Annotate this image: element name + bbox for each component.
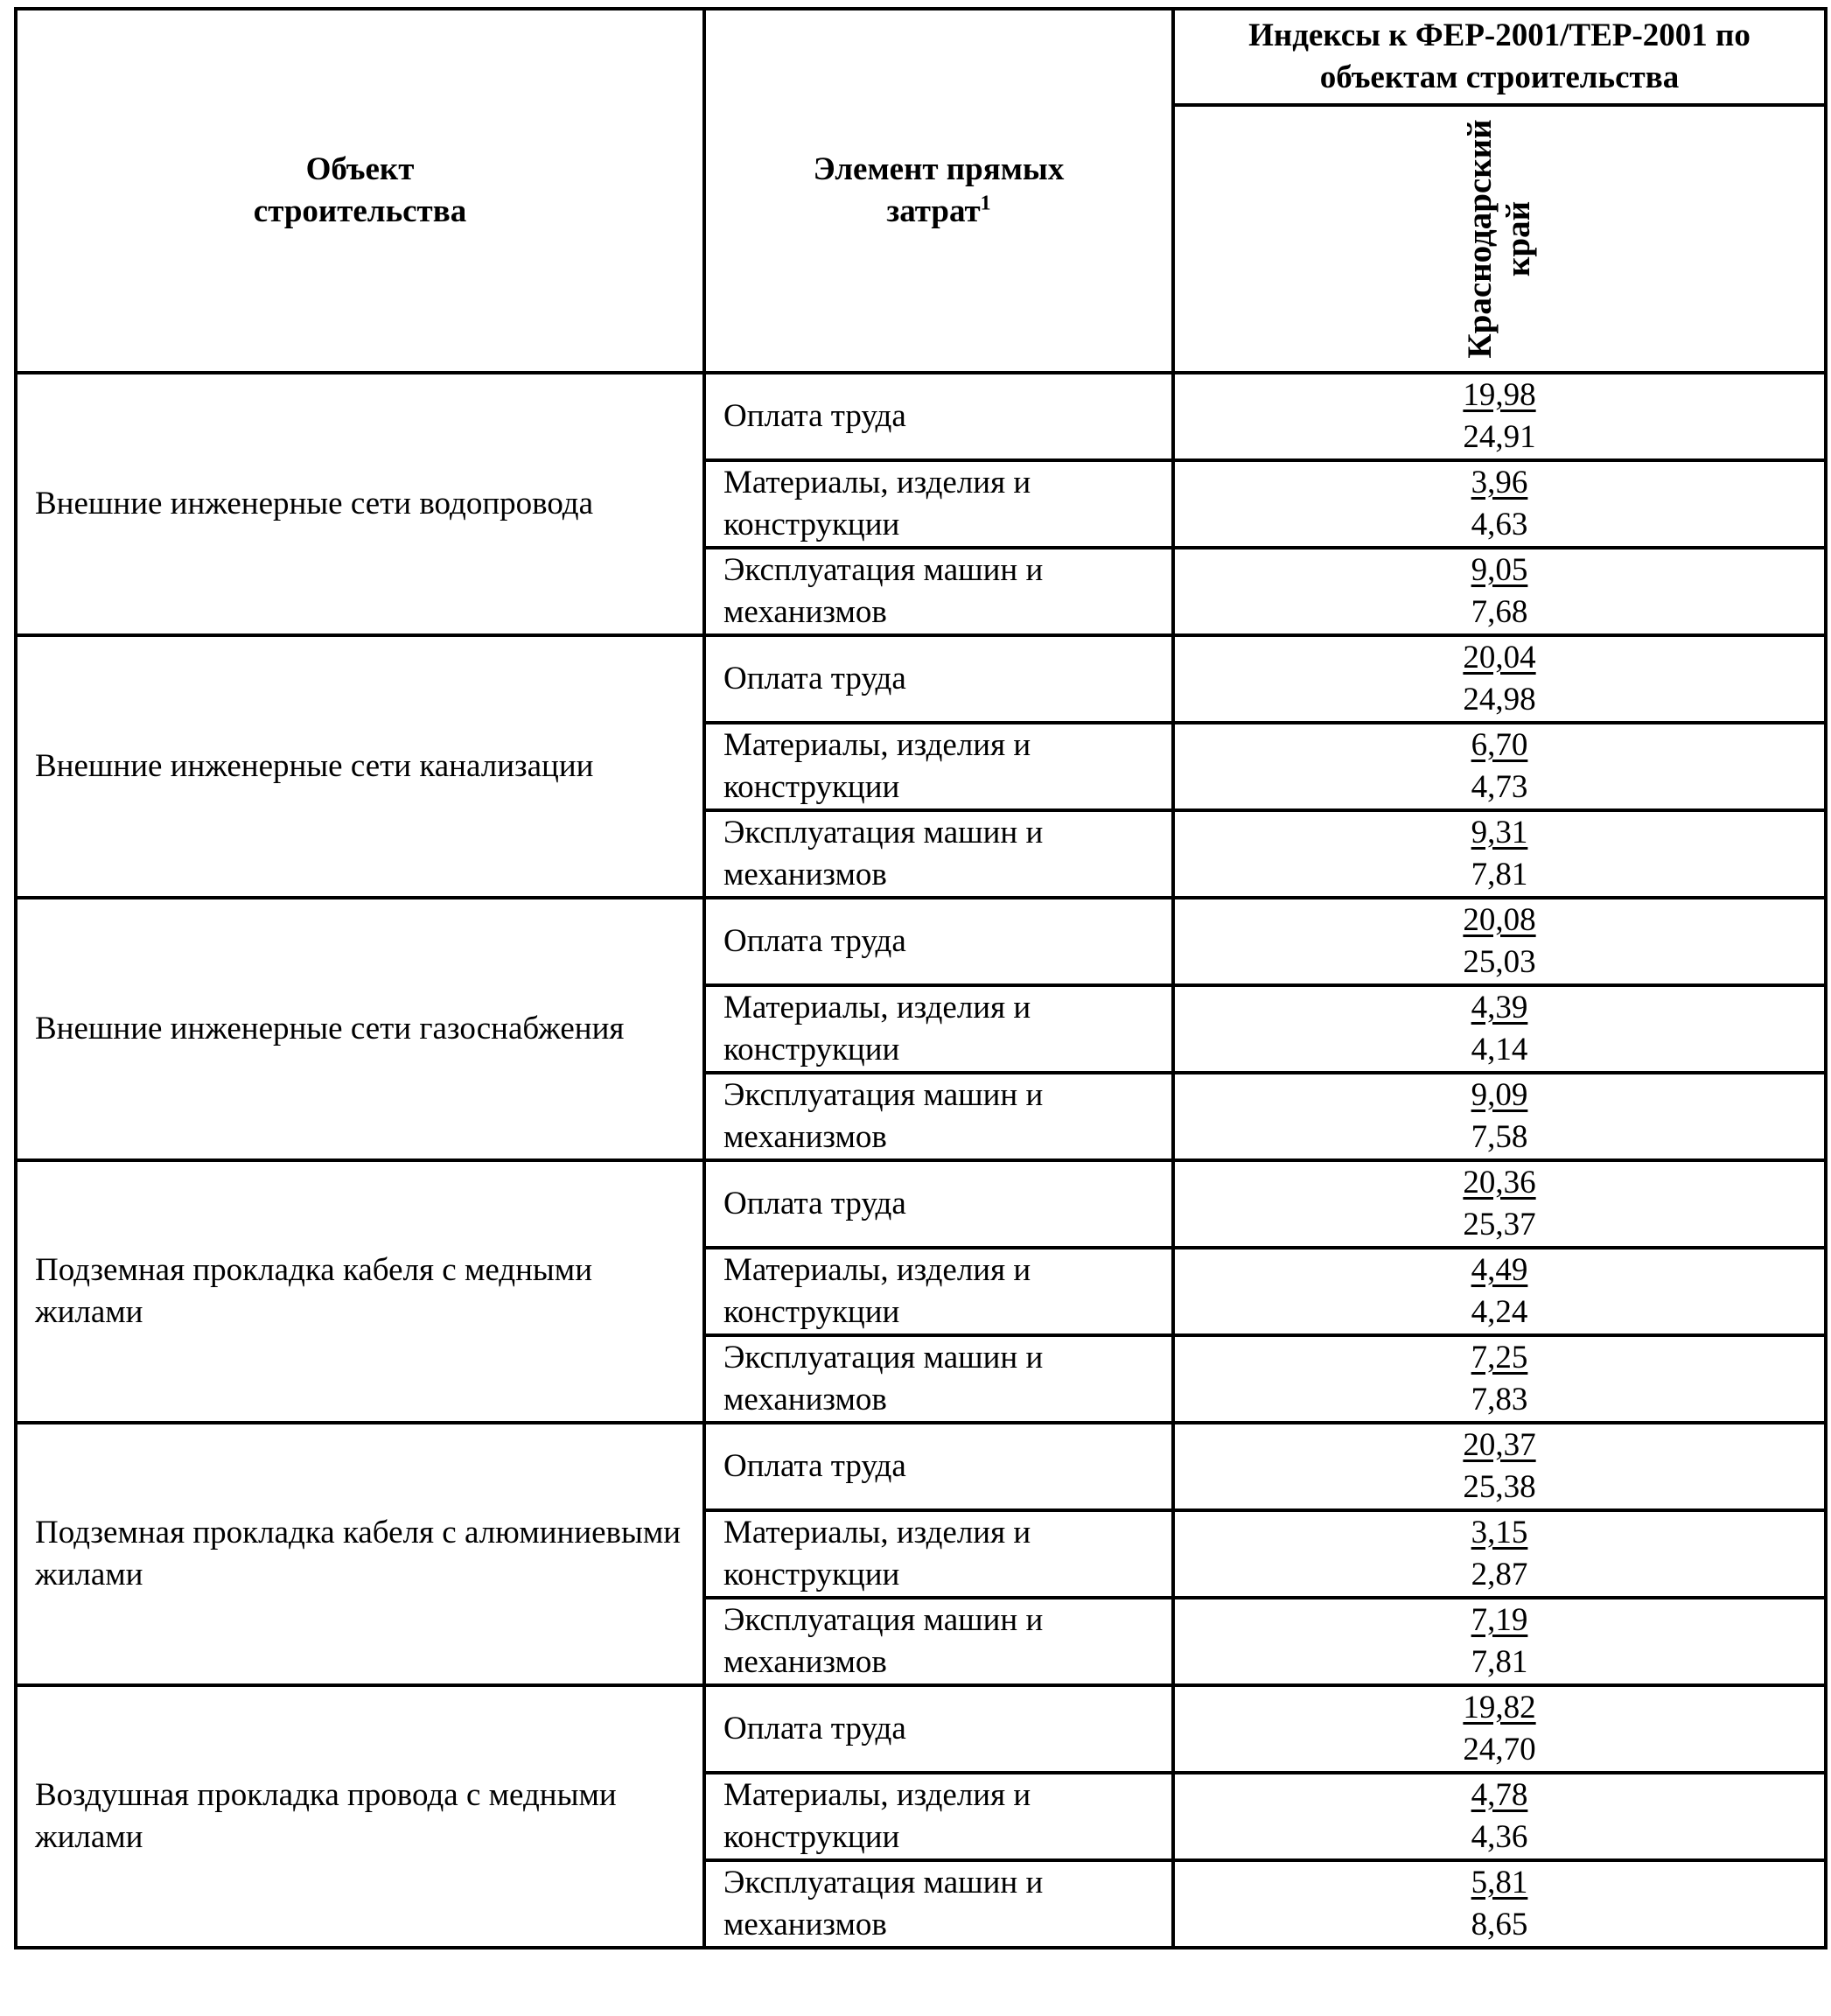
- index-value-cell: [1173, 723, 1826, 810]
- index-value-fer: 20,36: [1463, 1165, 1536, 1200]
- element-cell: [704, 1773, 1173, 1860]
- index-value-ter: 7,81: [1471, 857, 1528, 892]
- table-row: [16, 635, 1826, 723]
- index-value-cell: [1173, 1335, 1826, 1423]
- index-value-ter: 7,83: [1471, 1382, 1528, 1418]
- index-value-fer: 5,81: [1471, 1865, 1528, 1900]
- index-value-cell: [1173, 1423, 1826, 1510]
- index-value-cell: [1173, 898, 1826, 985]
- element-label: Материалы, изделия и конструкции: [723, 465, 1031, 542]
- index-table: [14, 7, 1828, 1950]
- element-cell: [704, 1335, 1173, 1423]
- index-value-fer: 9,09: [1471, 1077, 1528, 1113]
- element-label: Эксплуатация машин и механизмов: [723, 1602, 1044, 1680]
- element-cell: [704, 1248, 1173, 1335]
- index-value-ter: 4,24: [1471, 1294, 1528, 1330]
- object-name-cell: [16, 635, 704, 898]
- object-name-cell: [16, 1160, 704, 1423]
- element-cell: [704, 1073, 1173, 1160]
- table-row: [16, 1423, 1826, 1510]
- table-row: [16, 1160, 1826, 1248]
- index-value-ter: 7,58: [1471, 1119, 1528, 1155]
- index-value-ter: 4,36: [1471, 1819, 1528, 1855]
- object-name: Подземная прокладка кабеля с медными жилами: [35, 1252, 593, 1330]
- element-label: Оплата труда: [723, 1186, 906, 1222]
- element-cell: [704, 1685, 1173, 1773]
- index-value-ter: 24,98: [1463, 682, 1536, 718]
- element-label: Эксплуатация машин и механизмов: [723, 1865, 1044, 1942]
- index-value-fer: 4,78: [1471, 1777, 1528, 1813]
- table-row: [16, 1685, 1826, 1773]
- index-value-fer: 19,82: [1463, 1690, 1536, 1726]
- index-value-ter: 7,68: [1471, 594, 1528, 630]
- element-label: Оплата труда: [723, 1711, 906, 1746]
- element-cell: [704, 548, 1173, 635]
- footnote-marker: 1: [980, 192, 991, 215]
- index-value-cell: [1173, 373, 1826, 460]
- element-cell: [704, 985, 1173, 1073]
- element-label: Материалы, изделия и конструкции: [723, 1252, 1031, 1330]
- index-value-cell: [1173, 810, 1826, 898]
- header-object-cell: [16, 9, 704, 373]
- index-value-ter: 24,70: [1463, 1732, 1536, 1768]
- index-value-ter: 25,03: [1463, 944, 1536, 980]
- table-row: [16, 373, 1826, 460]
- object-name: Воздушная прокладка провода с медными жилами: [35, 1777, 617, 1855]
- index-value-cell: [1173, 1510, 1826, 1598]
- index-value-fer: 4,39: [1471, 990, 1528, 1026]
- header-indices: Индексы к ФЕР-2001/ТЕР-2001 по объектам строительства: [1248, 18, 1751, 95]
- header-element-text: Элемент прямых затрат: [813, 151, 1065, 229]
- element-label: Материалы, изделия и конструкции: [723, 990, 1031, 1068]
- element-label: Эксплуатация машин и механизмов: [723, 1340, 1044, 1418]
- table-row: [16, 898, 1826, 985]
- object-name-cell: [16, 1685, 704, 1948]
- index-value-fer: 3,15: [1471, 1515, 1528, 1550]
- object-name: Внешние инженерные сети газоснабжения: [35, 1011, 625, 1046]
- element-cell: [704, 1423, 1173, 1510]
- element-cell: [704, 1598, 1173, 1685]
- index-value-cell: [1173, 635, 1826, 723]
- index-value-fer: 3,96: [1471, 465, 1528, 500]
- element-cell: [704, 723, 1173, 810]
- object-name-cell: [16, 898, 704, 1160]
- index-value-ter: 7,81: [1471, 1644, 1528, 1680]
- element-cell: [704, 1510, 1173, 1598]
- index-value-cell: [1173, 1160, 1826, 1248]
- object-name-cell: [16, 373, 704, 635]
- index-value-ter: 25,38: [1463, 1469, 1536, 1505]
- element-cell: [704, 1860, 1173, 1948]
- index-value-cell: [1173, 985, 1826, 1073]
- header-indices-cell: [1173, 9, 1826, 105]
- index-value-fer: 9,31: [1471, 815, 1528, 850]
- index-value-ter: 4,14: [1471, 1032, 1528, 1068]
- header-region-cell: [1173, 105, 1826, 373]
- element-label: Оплата труда: [723, 398, 906, 434]
- element-label: Оплата труда: [723, 661, 906, 696]
- index-value-ter: 25,37: [1463, 1207, 1536, 1242]
- index-value-ter: 8,65: [1471, 1907, 1528, 1942]
- element-label: Эксплуатация машин и механизмов: [723, 552, 1044, 630]
- index-value-fer: 20,08: [1463, 902, 1536, 938]
- element-label: Материалы, изделия и конструкции: [723, 1515, 1031, 1592]
- index-value-cell: [1173, 1073, 1826, 1160]
- element-label: Эксплуатация машин и механизмов: [723, 815, 1044, 892]
- index-value-cell: [1173, 548, 1826, 635]
- header-row-1: [16, 9, 1826, 105]
- index-value-ter: 24,91: [1463, 419, 1536, 455]
- index-value-fer: 20,37: [1463, 1427, 1536, 1463]
- header-element-cell: [704, 9, 1173, 373]
- header-object: Объект строительства: [253, 151, 467, 229]
- element-label: Эксплуатация машин и механизмов: [723, 1077, 1044, 1155]
- index-value-ter: 4,63: [1471, 507, 1528, 542]
- index-value-fer: 19,98: [1463, 377, 1536, 413]
- object-name: Подземная прокладка кабеля с алюминиевыми жилами: [35, 1515, 681, 1592]
- element-cell: [704, 898, 1173, 985]
- element-label: Материалы, изделия и конструкции: [723, 727, 1031, 805]
- table-body: [16, 9, 1826, 1948]
- object-name: Внешние инженерные сети канализации: [35, 748, 594, 784]
- index-value-fer: 9,05: [1471, 552, 1528, 588]
- index-value-cell: [1173, 460, 1826, 548]
- element-cell: [704, 635, 1173, 723]
- element-cell: [704, 460, 1173, 548]
- index-value-cell: [1173, 1860, 1826, 1948]
- element-label: Оплата труда: [723, 923, 906, 959]
- element-cell: [704, 1160, 1173, 1248]
- header-element: [772, 149, 1105, 233]
- element-cell: [704, 810, 1173, 898]
- index-value-fer: 7,25: [1471, 1340, 1528, 1376]
- index-value-ter: 2,87: [1471, 1557, 1528, 1592]
- object-name: Внешние инженерные сети водопровода: [35, 486, 594, 522]
- element-label: Оплата труда: [723, 1448, 906, 1484]
- index-value-ter: 4,73: [1471, 769, 1528, 805]
- index-value-cell: [1173, 1685, 1826, 1773]
- index-value-fer: 4,49: [1471, 1252, 1528, 1288]
- element-cell: [704, 373, 1173, 460]
- index-value-fer: 7,19: [1471, 1602, 1528, 1638]
- header-region: Краснодарский край: [1461, 119, 1537, 359]
- index-value-cell: [1173, 1598, 1826, 1685]
- index-value-fer: 6,70: [1471, 727, 1528, 763]
- index-value-cell: [1173, 1248, 1826, 1335]
- index-value-cell: [1173, 1773, 1826, 1860]
- index-value-fer: 20,04: [1463, 640, 1536, 676]
- element-label: Материалы, изделия и конструкции: [723, 1777, 1031, 1855]
- object-name-cell: [16, 1423, 704, 1685]
